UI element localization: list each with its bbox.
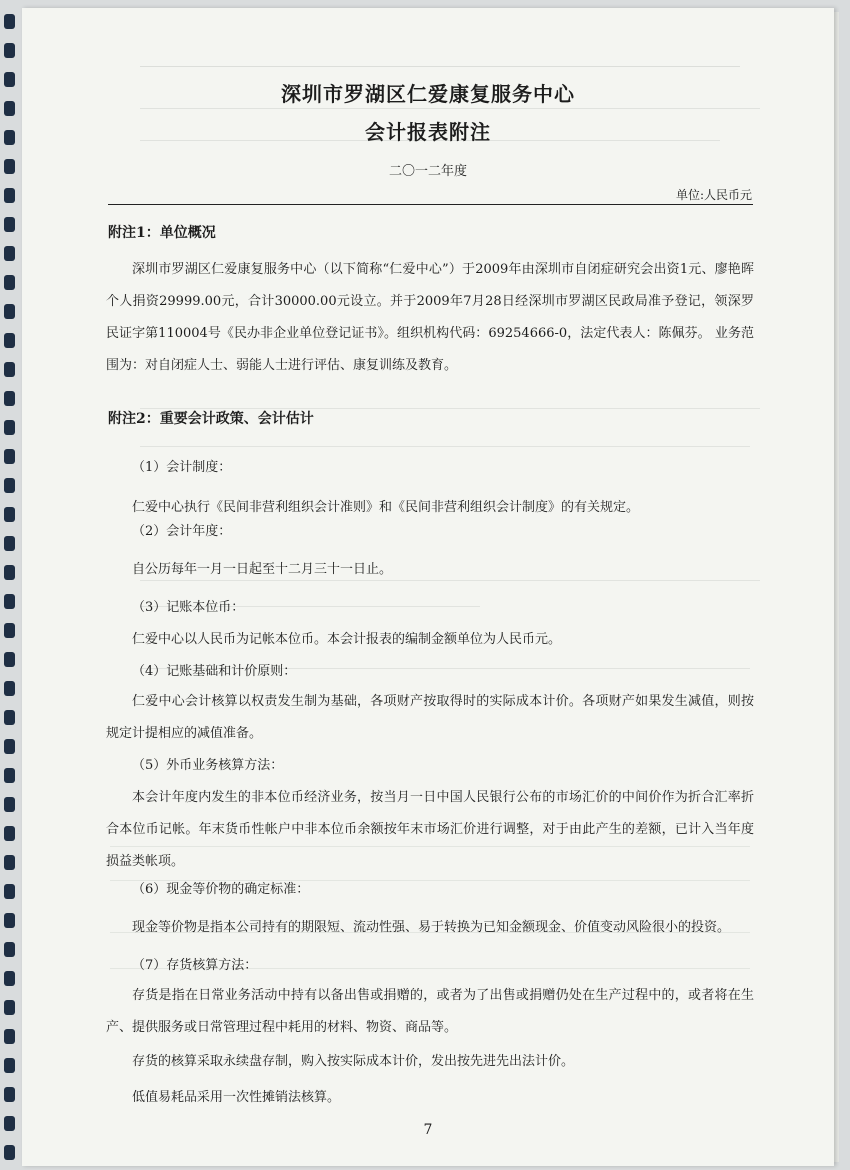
binding-ring (4, 942, 15, 957)
policy-7-title: （7）存货核算方法： (132, 958, 258, 973)
policy-2-text: 自公历每年一月一日起至十二月三十一日止。 (132, 562, 393, 577)
binding-ring (4, 507, 15, 522)
binding-ring (4, 855, 15, 870)
binding-ring (4, 1058, 15, 1073)
binding-ring (4, 1000, 15, 1015)
binding-ring (4, 391, 15, 406)
binding-ring (4, 159, 15, 174)
binding-ring (4, 913, 15, 928)
binding-ring (4, 884, 15, 899)
binding-ring (4, 14, 15, 29)
policy-3-title: （3）记账本位币： (132, 600, 245, 615)
binding-ring (4, 130, 15, 145)
binding-ring (4, 681, 15, 696)
binding-ring (4, 43, 15, 58)
binding-ring (4, 275, 15, 290)
policy-7-text: 存货是指在日常业务活动中持有以备出售或捐赠的，或者为了出售或捐赠仍处在生产过程中的，或者将在生产、提供服务或日常管理过程中耗用的材料、物资、商品等。 (106, 988, 754, 1035)
binding-ring (4, 652, 15, 667)
note1-heading: 附注1：单位概况 (108, 225, 216, 241)
spiral-binding (0, 0, 22, 1170)
binding-ring (4, 217, 15, 232)
binding-ring (4, 333, 15, 348)
policy-3-text: 仁爱中心以人民币为记帐本位币。本会计报表的编制金额单位为人民币元。 (132, 632, 562, 647)
binding-ring (4, 449, 15, 464)
binding-ring (4, 768, 15, 783)
policy-5-text: 本会计年度内发生的非本位币经济业务，按当月一日中国人民银行公布的市场汇价的中间价作为折合汇率折合本位币记帐。年末货币性帐户中非本位币余额按年末市场汇价进行调整，对于由此产生的差额，已计入当年度损益类帐项。 (106, 790, 754, 869)
policy-6-text: 现金等价物是指本公司持有的期限短、流动性强、易于转换为已知金额现金、价值变动风险很小的投资。 (132, 920, 731, 935)
document-title: 深圳市罗湖区仁爱康复服务中心 (281, 82, 575, 106)
binding-ring (4, 1029, 15, 1044)
binding-ring (4, 478, 15, 493)
binding-ring (4, 797, 15, 812)
binding-ring (4, 594, 15, 609)
binding-ring (4, 971, 15, 986)
policy-2-title: （2）会计年度： (132, 524, 232, 539)
policy-1-text: 仁爱中心执行《民间非营利组织会计准则》和《民间非营利组织会计制度》的有关规定。 (132, 500, 640, 515)
report-year: 二〇一二年度 (388, 164, 467, 179)
binding-ring (4, 826, 15, 841)
policy-4-text: 仁爱中心会计核算以权责发生制为基础，各项财产按取得时的实际成本计价。各项财产如果发生减值，则按规定计提相应的减值准备。 (106, 694, 754, 741)
binding-ring (4, 623, 15, 638)
binding-ring (4, 536, 15, 551)
binding-ring (4, 188, 15, 203)
inventory-method-line: 存货的核算采取永续盘存制，购入按实际成本计价，发出按先进先出法计价。 (132, 1054, 575, 1069)
binding-ring (4, 101, 15, 116)
low-value-consumables-line: 低值易耗品采用一次性摊销法核算。 (132, 1090, 341, 1105)
binding-ring (4, 420, 15, 435)
page-number: 7 (423, 1122, 433, 1138)
note1-body: 深圳市罗湖区仁爱康复服务中心（以下简称“仁爱中心”）于2009年由深圳市自闭症研究会出资1元、廖艳晖个人捐资29999.00元，合计30000.00元设立。并于2009年7月28日经深圳市罗湖区民政局准予登记，领深罗民证字第110004号《民办非企业单位登记证书》。组织机构代码：69254666-0，法定代表人：陈佩芬。 业务范围为：对自闭症人士、弱能人士进行评估、康复训练及教育。 (106, 262, 754, 373)
header-rule (108, 204, 753, 205)
policy-6-title: （6）现金等价物的确定标准： (132, 882, 310, 897)
binding-ring (4, 710, 15, 725)
binding-ring (4, 304, 15, 319)
binding-ring (4, 1145, 15, 1160)
policy-1-title: （1）会计制度： (132, 460, 232, 475)
note2-heading: 附注2：重要会计政策、会计估计 (108, 411, 314, 427)
binding-ring (4, 72, 15, 87)
binding-ring (4, 246, 15, 261)
binding-ring (4, 362, 15, 377)
binding-ring (4, 1116, 15, 1131)
currency-unit: 单位:人民币元 (675, 188, 752, 202)
binding-ring (4, 565, 15, 580)
binding-ring (4, 1087, 15, 1102)
binding-ring (4, 739, 15, 754)
document-subtitle: 会计报表附注 (365, 120, 491, 144)
policy-5-title: （5）外币业务核算方法： (132, 758, 284, 773)
policy-4-title: （4）记账基础和计价原则： (132, 664, 297, 679)
